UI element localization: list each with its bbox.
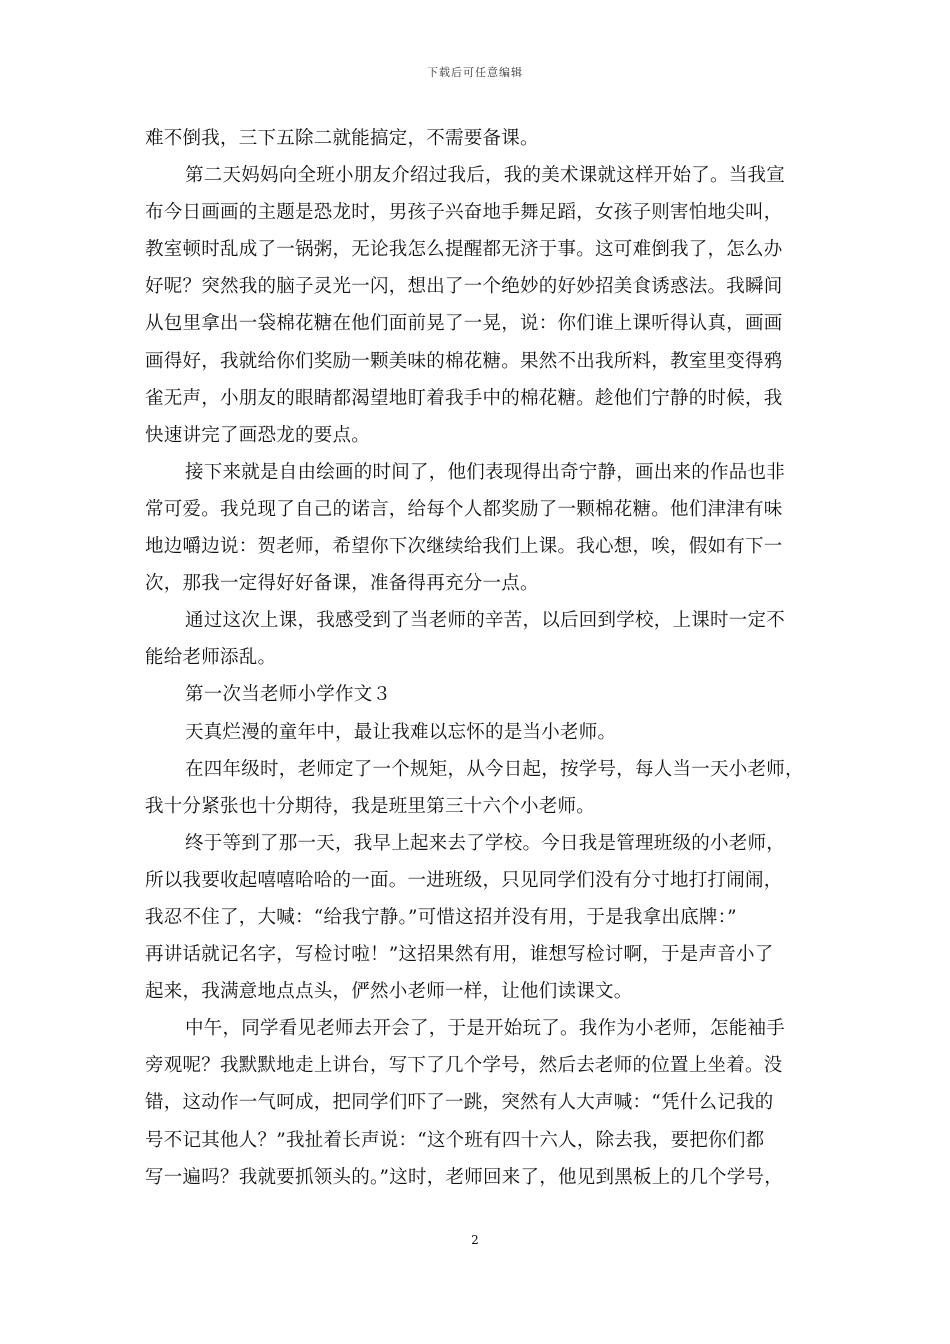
text-line: 第二天妈妈向全班小朋友介绍过我后，我的美术课就这样开始了。当我宣 — [185, 165, 786, 187]
text-line: 天真烂漫的童年中，最让我难以忘怀的是当小老师。 — [185, 721, 617, 743]
text-line: 我忍不住了，大喊：“给我宁静。”可惜这招并没有用，于是我拿出底牌：” — [145, 906, 737, 928]
text-line: 地边嚼边说：贺老师，希望你下次继续给我们上课。我心想，唉，假如有下一 — [145, 536, 783, 558]
text-line: 布今日画画的主题是恐龙时，男孩子兴奋地手舞足蹈，女孩子则害怕地尖叫， — [145, 202, 783, 224]
text-line: 第一次当老师小学作文３ — [185, 684, 392, 706]
text-line: 再讲话就记名字，写检讨啦！”这招果然有用，谁想写检讨啊，于是声音小了 — [145, 944, 774, 966]
text-line: 通过这次上课，我感受到了当老师的辛苦，以后回到学校，上课时一定不 — [185, 610, 786, 632]
page-number: 2 — [471, 1233, 479, 1247]
text-line: 写一遍吗？我就要抓领头的。”这时，老师回来了，他见到黑板上的几个学号， — [145, 1166, 783, 1188]
text-line: 号不记其他人？”我扯着长声说：“这个班有四十六人，除去我，要把你们都 — [145, 1129, 765, 1151]
text-line: 所以我要收起嘻嘻哈哈的一面。一进班级，只见同学们没有分寸地打打闹闹， — [145, 869, 783, 891]
text-line: 难不倒我，三下五除二就能搞定，不需要备课。 — [145, 128, 539, 149]
text-line: 能给老师添乱。 — [145, 647, 277, 669]
text-line: 从包里拿出一袋棉花糖在他们面前晃了一晃，说：你们谁上课听得认真，画画 — [145, 313, 783, 335]
text-line: 在四年级时，老师定了一个规矩，从今日起，按学号，每人当一天小老师， — [185, 758, 804, 780]
text-line: 次，那我一定得好好备课，准备得再充分一点。 — [145, 573, 539, 595]
text-line: 好呢？突然我的脑子灵光一闪，想出了一个绝妙的好妙招美食诱惑法。我瞬间 — [145, 276, 783, 298]
text-line: 雀无声，小朋友的眼睛都渴望地盯着我手中的棉花糖。趁他们宁静的时候，我 — [145, 387, 783, 409]
text-line: 接下来就是自由绘画的时间了，他们表现得出奇宁静，画出来的作品也非 — [185, 461, 786, 483]
text-line: 教室顿时乱成了一锅粥，无论我怎么提醒都无济于事。这可难倒我了，怎么办 — [145, 239, 783, 261]
text-line: 画得好，我就给你们奖励一颗美味的棉花糖。果然不出我所料，教室里变得鸦 — [145, 350, 783, 372]
text-line: 我十分紧张也十分期待，我是班里第三十六个小老师。 — [145, 795, 596, 817]
text-line: 中午，同学看见老师去开会了，于是开始玩了。我作为小老师，怎能袖手 — [185, 1018, 786, 1040]
text-line: 旁观呢？我默默地走上讲台，写下了几个学号，然后去老师的位置上坐着。没 — [145, 1055, 783, 1077]
text-line: 错，这动作一气呵成，把同学们吓了一跳，突然有人大声喊：“凭什么记我的 — [145, 1092, 774, 1114]
text-line: 起来，我满意地点点头，俨然小老师一样，让他们读课文。 — [145, 981, 633, 1003]
page-header: 下载后可任意编辑 — [427, 66, 523, 79]
text-line: 常可爱。我兑现了自己的诺言，给每个人都奖励了一颗棉花糖。他们津津有味 — [145, 498, 783, 520]
text-line: 快速讲完了画恐龙的要点。 — [145, 424, 371, 446]
text-line: 终于等到了那一天，我早上起来去了学校。今日我是管理班级的小老师， — [185, 832, 786, 854]
body-text — [145, 120, 809, 1196]
